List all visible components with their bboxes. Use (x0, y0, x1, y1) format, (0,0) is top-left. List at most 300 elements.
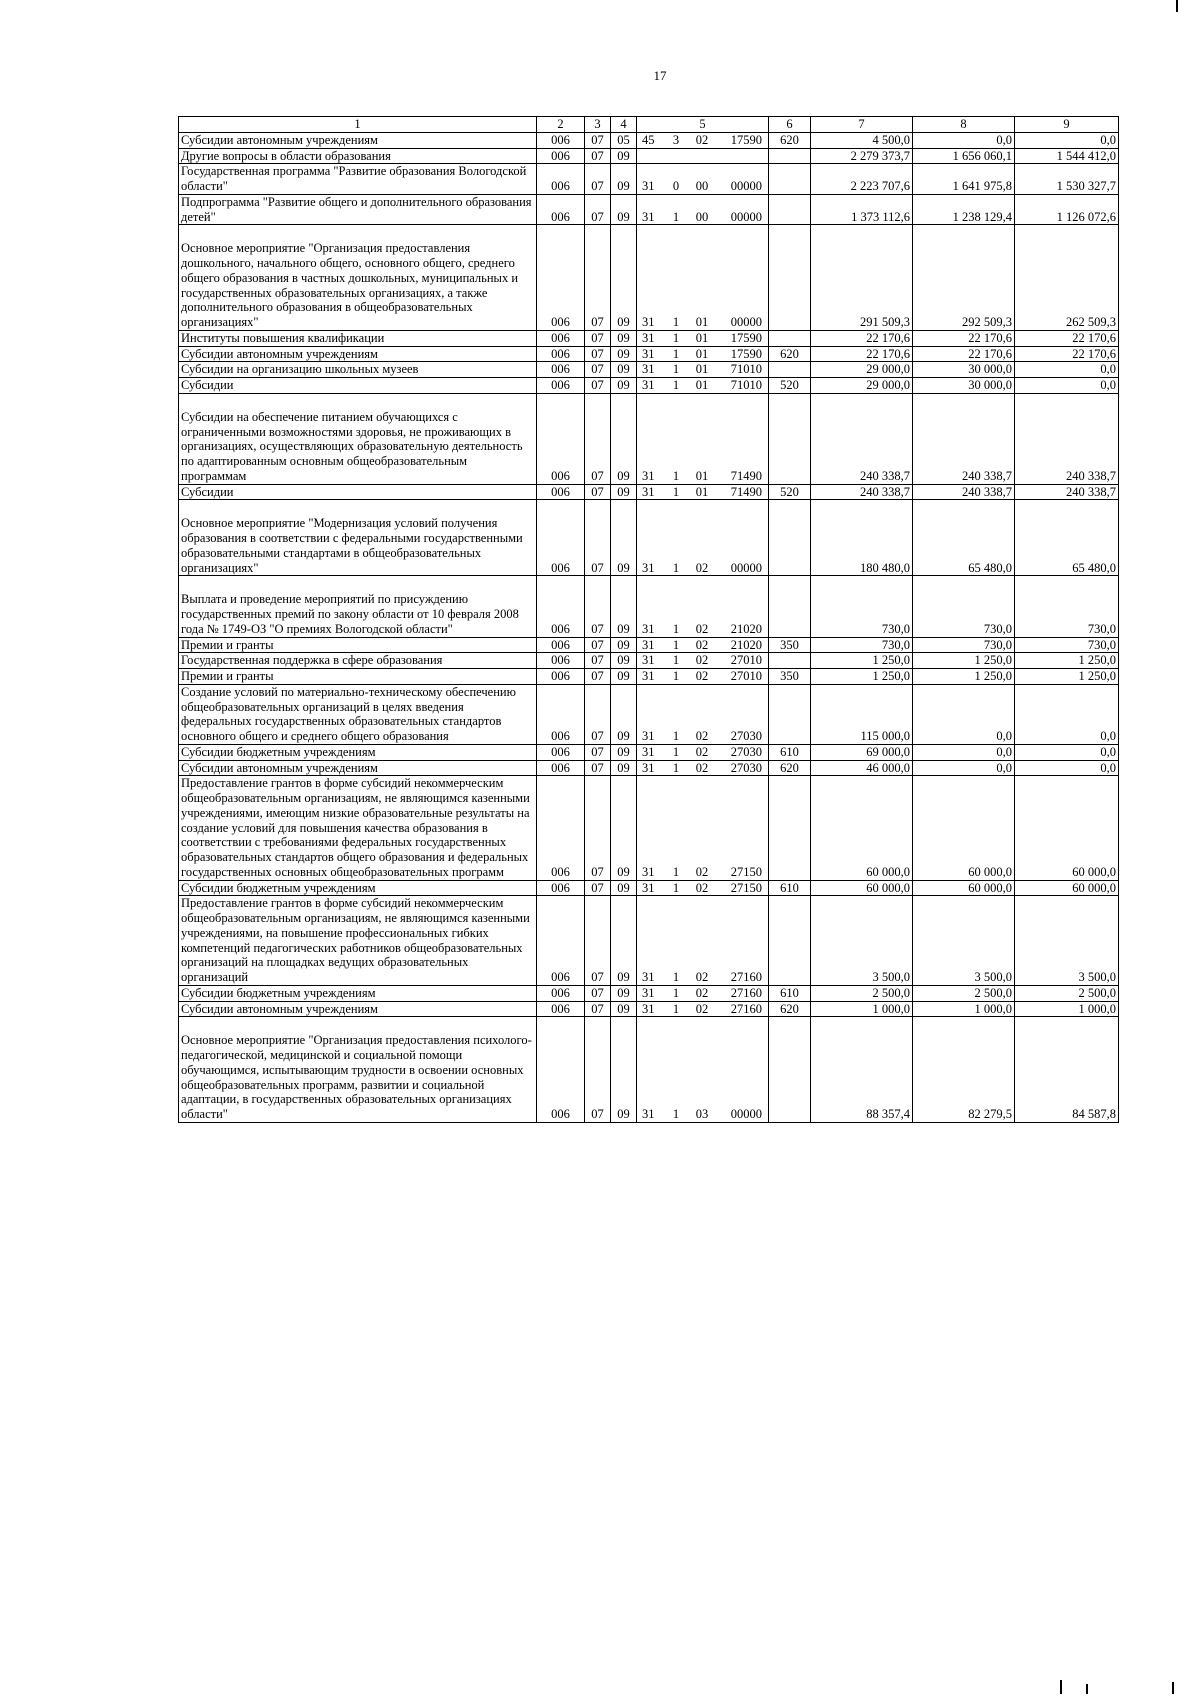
subsection-code: 09 (611, 744, 637, 760)
column-header: 5 (637, 117, 769, 133)
section-code: 07 (585, 637, 611, 653)
section-code: 07 (585, 896, 611, 986)
amount-col-8: 2 500,0 (913, 985, 1015, 1001)
target-article-part: 27010 (730, 653, 762, 668)
target-article-part: 3 (672, 132, 680, 147)
amount-col-7: 46 000,0 (811, 760, 913, 776)
expense-type-code (769, 896, 811, 986)
section-code: 07 (585, 576, 611, 637)
section-code: 07 (585, 164, 611, 195)
target-article-part: 02 (695, 653, 709, 668)
expense-type-code (769, 225, 811, 331)
section-code: 07 (585, 148, 611, 164)
target-article-code (637, 985, 769, 1001)
target-article-code (637, 378, 769, 394)
target-article-part: 02 (695, 1001, 709, 1016)
target-article-code (637, 500, 769, 576)
expense-type-code (769, 1017, 811, 1123)
section-code: 07 (585, 1017, 611, 1123)
target-article-part: 03 (695, 1107, 709, 1121)
expense-type-code: 620 (769, 760, 811, 776)
target-article-code (637, 132, 769, 148)
amount-col-9: 0,0 (1015, 760, 1119, 776)
target-article-part: 31 (642, 560, 655, 575)
target-article-code (637, 760, 769, 776)
target-article-part: 27030 (730, 729, 762, 743)
amount-col-8: 0,0 (913, 760, 1015, 776)
target-article-code (637, 1001, 769, 1017)
row-name: Выплата и проведение мероприятий по присуждению государственных премий по закону области от 10 февраля 2008 года № 1749-ОЗ "О премиях Вологодской области" (179, 576, 537, 637)
ministry-code: 006 (537, 362, 585, 378)
target-article-part: 31 (642, 760, 655, 775)
target-article-code (637, 1017, 769, 1123)
amount-col-7: 291 509,3 (811, 225, 913, 331)
amount-col-9: 262 509,3 (1015, 225, 1119, 331)
section-code: 07 (585, 393, 611, 484)
target-article-part: 1 (672, 621, 680, 636)
amount-col-7: 88 357,4 (811, 1017, 913, 1123)
table-row (179, 1017, 1119, 1123)
target-article-part: 1 (672, 729, 680, 743)
section-code: 07 (585, 776, 611, 880)
expense-type-code: 350 (769, 637, 811, 653)
target-article-part: 01 (695, 362, 709, 377)
subsection-code: 09 (611, 880, 637, 896)
section-code: 07 (585, 225, 611, 331)
target-article-code (637, 684, 769, 744)
amount-col-9: 0,0 (1015, 378, 1119, 394)
amount-col-7: 22 170,6 (811, 330, 913, 346)
section-code: 07 (585, 744, 611, 760)
row-name: Другие вопросы в области образования (179, 148, 537, 164)
amount-col-7: 2 500,0 (811, 985, 913, 1001)
ministry-code: 006 (537, 378, 585, 394)
target-article-part: 17590 (730, 132, 762, 147)
amount-col-9: 60 000,0 (1015, 776, 1119, 880)
target-article-part: 31 (642, 346, 655, 361)
target-article-part: 17590 (730, 346, 762, 361)
section-code: 07 (585, 132, 611, 148)
expense-type-code (769, 164, 811, 195)
amount-col-9: 1 544 412,0 (1015, 148, 1119, 164)
target-article-part: 02 (695, 864, 709, 879)
table-body (179, 132, 1119, 1122)
target-article-part: 00 (695, 179, 709, 193)
table-row (179, 1001, 1119, 1017)
amount-col-7: 1 373 112,6 (811, 194, 913, 225)
row-name: Субсидии бюджетным учреждениям (179, 880, 537, 896)
row-name: Институты повышения квалификации (179, 330, 537, 346)
expense-type-code (769, 194, 811, 225)
target-article-part: 27160 (730, 1001, 762, 1016)
expense-type-code: 520 (769, 378, 811, 394)
subsection-code: 09 (611, 378, 637, 394)
subsection-code: 09 (611, 1001, 637, 1017)
subsection-code: 09 (611, 393, 637, 484)
column-header: 3 (585, 117, 611, 133)
expense-type-code: 350 (769, 669, 811, 685)
ministry-code: 006 (537, 346, 585, 362)
amount-col-8: 0,0 (913, 132, 1015, 148)
expense-type-code: 520 (769, 484, 811, 500)
target-article-part: 01 (695, 330, 709, 345)
amount-col-7: 1 250,0 (811, 653, 913, 669)
table-row (179, 484, 1119, 500)
table-row (179, 132, 1119, 148)
row-name: Подпрограмма "Развитие общего и дополнительного образования детей" (179, 194, 537, 225)
amount-col-8: 1 000,0 (913, 1001, 1015, 1017)
target-article-part: 1 (672, 637, 680, 652)
target-article-part: 31 (642, 970, 655, 984)
subsection-code: 09 (611, 346, 637, 362)
target-article-part: 00 (695, 209, 709, 224)
target-article-part: 27010 (730, 669, 762, 683)
subsection-code: 09 (611, 164, 637, 195)
ministry-code: 006 (537, 684, 585, 744)
amount-col-7: 1 250,0 (811, 669, 913, 685)
subsection-code: 09 (611, 896, 637, 986)
amount-col-7: 60 000,0 (811, 880, 913, 896)
table-row (179, 500, 1119, 576)
target-article-part: 02 (695, 760, 709, 775)
column-header: 2 (537, 117, 585, 133)
section-code: 07 (585, 484, 611, 500)
ministry-code: 006 (537, 132, 585, 148)
target-article-part: 1 (672, 209, 680, 224)
amount-col-9: 84 587,8 (1015, 1017, 1119, 1123)
target-article-code (637, 776, 769, 880)
target-article-part: 45 (642, 132, 655, 147)
amount-col-8: 60 000,0 (913, 776, 1015, 880)
amount-col-8: 82 279,5 (913, 1017, 1015, 1123)
row-name: Основное мероприятие "Модернизация условий получения образования в соответствии с федеральными государственными образовательными стандартами в общеобразовательных организациях" (179, 500, 537, 576)
target-article-code (637, 330, 769, 346)
amount-col-7: 29 000,0 (811, 378, 913, 394)
target-article-part: 27030 (730, 744, 762, 759)
row-name: Субсидии бюджетным учреждениям (179, 744, 537, 760)
ministry-code: 006 (537, 393, 585, 484)
expense-type-code (769, 576, 811, 637)
target-article-part: 31 (642, 1001, 655, 1016)
subsection-code: 09 (611, 500, 637, 576)
target-article-part: 31 (642, 179, 655, 193)
subsection-code: 09 (611, 194, 637, 225)
amount-col-8: 1 250,0 (913, 669, 1015, 685)
target-article-part: 31 (642, 209, 655, 224)
amount-col-9: 730,0 (1015, 637, 1119, 653)
amount-col-9: 1 000,0 (1015, 1001, 1119, 1017)
section-code: 07 (585, 880, 611, 896)
amount-col-8: 3 500,0 (913, 896, 1015, 986)
row-name: Субсидии (179, 378, 537, 394)
ministry-code: 006 (537, 225, 585, 331)
column-header: 1 (179, 117, 537, 133)
target-article-part: 27150 (730, 880, 762, 895)
amount-col-7: 1 000,0 (811, 1001, 913, 1017)
target-article-part: 1 (672, 1107, 680, 1121)
target-article-part: 1 (672, 362, 680, 377)
ministry-code: 006 (537, 1017, 585, 1123)
target-article-part: 21020 (730, 637, 762, 652)
ministry-code: 006 (537, 330, 585, 346)
target-article-part: 01 (695, 378, 709, 392)
row-name: Государственная программа "Развитие образования Вологодской области" (179, 164, 537, 195)
target-article-part: 31 (642, 330, 655, 345)
ministry-code: 006 (537, 744, 585, 760)
amount-col-7: 2 223 707,6 (811, 164, 913, 195)
target-article-part: 00000 (730, 315, 762, 329)
target-article-part: 27150 (730, 864, 762, 879)
target-article-part: 71010 (730, 362, 762, 377)
target-article-part: 31 (642, 653, 655, 668)
target-article-part: 31 (642, 729, 655, 743)
column-header: 4 (611, 117, 637, 133)
target-article-code (637, 362, 769, 378)
row-name: Субсидии на обеспечение питанием обучающихся с ограниченными возможностями здоровья, не проживающих в организациях, осуществляющих образовательную деятельность по адаптированным основным общеобразовательным программам (179, 393, 537, 484)
section-code: 07 (585, 653, 611, 669)
column-number-row (179, 117, 1119, 133)
table-row (179, 896, 1119, 986)
ministry-code: 006 (537, 500, 585, 576)
target-article-code (637, 653, 769, 669)
amount-col-8: 240 338,7 (913, 484, 1015, 500)
expense-type-code: 610 (769, 985, 811, 1001)
target-article-part: 00000 (730, 179, 762, 193)
amount-col-8: 0,0 (913, 744, 1015, 760)
table-row (179, 744, 1119, 760)
ministry-code: 006 (537, 985, 585, 1001)
target-article-part: 31 (642, 484, 655, 499)
column-header: 6 (769, 117, 811, 133)
target-article-part: 01 (695, 484, 709, 499)
column-header: 8 (913, 117, 1015, 133)
target-article-part: 31 (642, 362, 655, 377)
target-article-part: 1 (672, 653, 680, 668)
amount-col-8: 1 641 975,8 (913, 164, 1015, 195)
ministry-code: 006 (537, 776, 585, 880)
table-row (179, 637, 1119, 653)
section-code: 07 (585, 330, 611, 346)
subsection-code: 09 (611, 576, 637, 637)
target-article-code (637, 484, 769, 500)
row-name: Премии и гранты (179, 637, 537, 653)
target-article-part: 1 (672, 744, 680, 759)
amount-col-7: 4 500,0 (811, 132, 913, 148)
expense-type-code (769, 393, 811, 484)
target-article-part: 00000 (730, 209, 762, 224)
page-number: 17 (653, 68, 667, 83)
amount-col-7: 115 000,0 (811, 684, 913, 744)
target-article-part: 02 (695, 132, 709, 147)
amount-col-8: 30 000,0 (913, 362, 1015, 378)
row-name: Предоставление грантов в форме субсидий некоммерческим общеобразовательным организациям, не являющимся казенными учреждениями, имеющим низкие образовательные результаты на создание условий для повышения качества образования в соответствии с требованиями федеральных государственных образовательных стандартов общего образования и федеральных государственных основных общеобразовательных программ (179, 776, 537, 880)
table-row (179, 393, 1119, 484)
amount-col-8: 22 170,6 (913, 330, 1015, 346)
ministry-code: 006 (537, 760, 585, 776)
target-article-part: 31 (642, 744, 655, 759)
subsection-code: 09 (611, 484, 637, 500)
subsection-code: 09 (611, 148, 637, 164)
row-name: Предоставление грантов в форме субсидий некоммерческим общеобразовательным организациям, не являющимся казенными учреждениями, на повышение профессиональных гибких компетенций педагогических работников общеобразовательных организаций на площадках ведущих образовательных организаций (179, 896, 537, 986)
target-article-part: 1 (672, 669, 680, 683)
section-code: 07 (585, 500, 611, 576)
scan-mark (1060, 1680, 1062, 1694)
amount-col-9: 730,0 (1015, 576, 1119, 637)
amount-col-9: 0,0 (1015, 362, 1119, 378)
target-article-part: 01 (695, 315, 709, 329)
amount-col-7: 22 170,6 (811, 346, 913, 362)
subsection-code: 05 (611, 132, 637, 148)
subsection-code: 09 (611, 985, 637, 1001)
target-article-code (637, 148, 769, 164)
amount-col-9: 22 170,6 (1015, 346, 1119, 362)
target-article-part: 02 (695, 729, 709, 743)
table-row (179, 576, 1119, 637)
target-article-part: 00000 (730, 560, 762, 575)
table-row (179, 225, 1119, 331)
target-article-part: 27160 (730, 985, 762, 1000)
ministry-code: 006 (537, 194, 585, 225)
table-row (179, 362, 1119, 378)
amount-col-7: 730,0 (811, 576, 913, 637)
row-name: Субсидии автономным учреждениям (179, 346, 537, 362)
section-code: 07 (585, 194, 611, 225)
target-article-part: 02 (695, 744, 709, 759)
target-article-part: 1 (672, 864, 680, 879)
expense-type-code (769, 500, 811, 576)
row-name: Субсидии автономным учреждениям (179, 132, 537, 148)
table-row (179, 880, 1119, 896)
section-code: 07 (585, 669, 611, 685)
amount-col-8: 730,0 (913, 637, 1015, 653)
target-article-part: 31 (642, 880, 655, 895)
amount-col-7: 60 000,0 (811, 776, 913, 880)
row-name: Премии и гранты (179, 669, 537, 685)
amount-col-7: 2 279 373,7 (811, 148, 913, 164)
subsection-code: 09 (611, 1017, 637, 1123)
expense-type-code (769, 148, 811, 164)
target-article-part: 31 (642, 669, 655, 683)
amount-col-9: 1 250,0 (1015, 653, 1119, 669)
amount-col-8: 1 656 060,1 (913, 148, 1015, 164)
scan-mark (1172, 1682, 1174, 1694)
amount-col-8: 730,0 (913, 576, 1015, 637)
amount-col-8: 22 170,6 (913, 346, 1015, 362)
target-article-code (637, 576, 769, 637)
amount-col-8: 65 480,0 (913, 500, 1015, 576)
table-row (179, 669, 1119, 685)
amount-col-9: 1 530 327,7 (1015, 164, 1119, 195)
target-article-part: 1 (672, 560, 680, 575)
expense-type-code: 620 (769, 1001, 811, 1017)
amount-col-7: 730,0 (811, 637, 913, 653)
expense-type-code: 620 (769, 132, 811, 148)
target-article-part: 31 (642, 637, 655, 652)
expense-type-code: 610 (769, 744, 811, 760)
row-name: Субсидии бюджетным учреждениям (179, 985, 537, 1001)
target-article-part: 1 (672, 484, 680, 499)
ministry-code: 006 (537, 653, 585, 669)
target-article-part: 02 (695, 560, 709, 575)
expense-type-code (769, 684, 811, 744)
ministry-code: 006 (537, 484, 585, 500)
section-code: 07 (585, 1001, 611, 1017)
target-article-part: 1 (672, 970, 680, 984)
target-article-part: 01 (695, 468, 709, 483)
section-code: 07 (585, 985, 611, 1001)
target-article-part: 1 (672, 880, 680, 895)
table-row (179, 346, 1119, 362)
amount-col-9: 3 500,0 (1015, 896, 1119, 986)
column-header: 9 (1015, 117, 1119, 133)
table-row (179, 776, 1119, 880)
target-article-part: 02 (695, 621, 709, 636)
amount-col-9: 1 126 072,6 (1015, 194, 1119, 225)
target-article-part: 0 (672, 179, 680, 193)
target-article-code (637, 225, 769, 331)
amount-col-7: 180 480,0 (811, 500, 913, 576)
target-article-part: 1 (672, 1001, 680, 1016)
amount-col-9: 60 000,0 (1015, 880, 1119, 896)
amount-col-8: 0,0 (913, 684, 1015, 744)
ministry-code: 006 (537, 576, 585, 637)
expense-type-code: 610 (769, 880, 811, 896)
target-article-part: 1 (672, 330, 680, 345)
row-name: Субсидии автономным учреждениям (179, 1001, 537, 1017)
table-row (179, 684, 1119, 744)
amount-col-8: 1 250,0 (913, 653, 1015, 669)
amount-col-9: 240 338,7 (1015, 393, 1119, 484)
subsection-code: 09 (611, 225, 637, 331)
row-name: Государственная поддержка в сфере образования (179, 653, 537, 669)
target-article-part: 71490 (730, 484, 762, 499)
target-article-part: 31 (642, 864, 655, 879)
target-article-part: 31 (642, 985, 655, 1000)
expense-type-code (769, 330, 811, 346)
table-row (179, 330, 1119, 346)
ministry-code: 006 (537, 164, 585, 195)
subsection-code: 09 (611, 362, 637, 378)
target-article-part: 71010 (730, 378, 762, 392)
row-name: Создание условий по материально-техническому обеспечению общеобразовательных организаций в целях введения федеральных государственных образовательных стандартов основного общего и среднего общего образования (179, 684, 537, 744)
amount-col-9: 22 170,6 (1015, 330, 1119, 346)
amount-col-7: 3 500,0 (811, 896, 913, 986)
amount-col-8: 1 238 129,4 (913, 194, 1015, 225)
target-article-part: 31 (642, 468, 655, 483)
target-article-part: 02 (695, 637, 709, 652)
amount-col-9: 0,0 (1015, 744, 1119, 760)
target-article-part: 27160 (730, 970, 762, 984)
subsection-code: 09 (611, 653, 637, 669)
expense-type-code (769, 362, 811, 378)
ministry-code: 006 (537, 148, 585, 164)
target-article-part: 02 (695, 880, 709, 895)
target-article-part: 27030 (730, 760, 762, 775)
target-article-part: 01 (695, 346, 709, 361)
subsection-code: 09 (611, 669, 637, 685)
section-code: 07 (585, 346, 611, 362)
expense-type-code (769, 776, 811, 880)
target-article-part: 02 (695, 970, 709, 984)
ministry-code: 006 (537, 1001, 585, 1017)
table-row (179, 760, 1119, 776)
target-article-code (637, 346, 769, 362)
target-article-part: 31 (642, 315, 655, 329)
subsection-code: 09 (611, 684, 637, 744)
row-name: Субсидии автономным учреждениям (179, 760, 537, 776)
target-article-part: 00000 (730, 1107, 762, 1121)
amount-col-7: 69 000,0 (811, 744, 913, 760)
